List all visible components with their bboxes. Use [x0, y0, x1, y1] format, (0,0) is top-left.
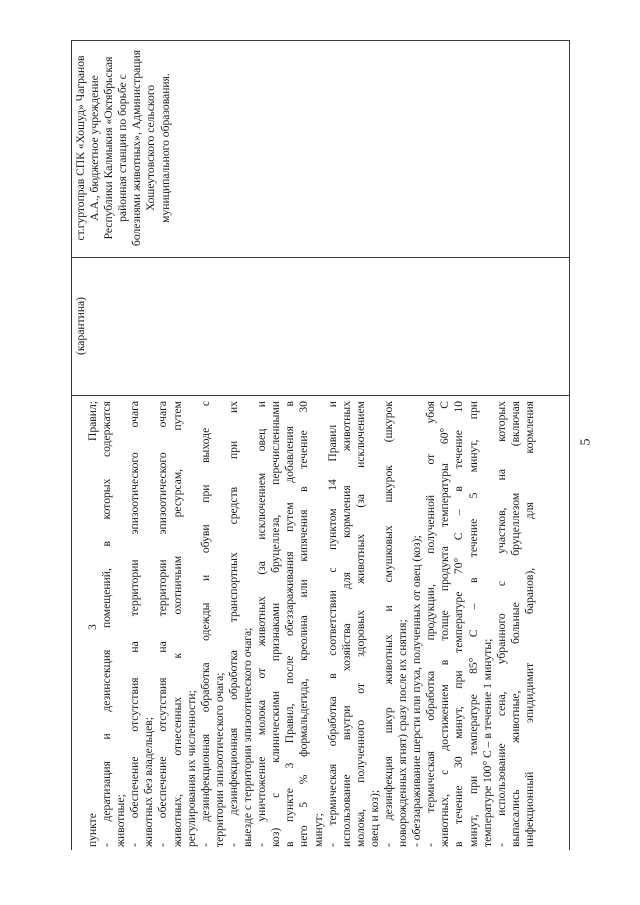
responsible-line: болезнями животных», Администрация	[130, 49, 144, 247]
measures-line: пункте 3 Правил;	[86, 401, 99, 847]
measures-cell	[86, 401, 537, 847]
responsible-cell	[74, 42, 173, 254]
measures-line: в течение 30 минут, при температуре 70° С – в течение 10	[452, 401, 466, 847]
period-cell	[74, 260, 88, 392]
measures-line: овец и коз);	[367, 789, 381, 847]
measures-line: выпасались животные, больные бруцеллезом (включая	[508, 401, 522, 847]
responsible-line: муниципального образования.	[158, 73, 172, 223]
measures-line: в пункте 3 Правил, после обеззараживания путем добавления в	[283, 401, 297, 847]
measures-line: - дезинфекционная обработка одежды и обуви при выходе с	[198, 401, 212, 847]
responsible-line: Хошеутовского сельского	[144, 84, 158, 212]
measures-line: регулирования их численности;	[184, 690, 198, 847]
measures-line: - использование сена, убранного с участков, на которых	[494, 401, 508, 847]
measures-line: инфекционный эпидидимит баранов), для кормления	[522, 401, 536, 847]
measures-line: животных, отнесенных к охотничьим ресурсам, путем	[170, 401, 184, 847]
measures-line: - дератизация и дезинсекция помещений, в которых содержатся	[100, 401, 114, 847]
period-text: (карантина)	[74, 296, 87, 356]
measures-line: животных, с достижением в толще продукта температуры 60° С	[438, 401, 452, 847]
responsible-line: районная станция по борьбе с	[116, 74, 130, 222]
measures-line: - термическая обработка продукции, полученной от убоя	[424, 401, 438, 847]
measures-line: - термическая обработка в соответствии с пунктом 14 Правил и	[325, 401, 339, 847]
measures-line: - обеспечение отсутствия на территории эпизоотического очага	[128, 401, 142, 847]
responsible-line: Республики Калмыкия «Октябрьская	[102, 56, 116, 240]
measures-line: выезде с территории эпизоотического очага;	[241, 627, 255, 847]
measures-line: - дезинфекционная обработка транспортных средств при их	[226, 401, 240, 847]
measures-line: животные;	[114, 794, 128, 847]
column-divider-1	[71, 257, 570, 258]
measures-line: - дезинфекция шкур животных и смушковых шкурок (шкурок	[381, 401, 395, 847]
measures-line: минут;	[311, 813, 325, 847]
measures-line: территории эпизоотического очага;	[212, 672, 226, 847]
measures-line: - уничтожение молока от животных (за исключением овец и	[255, 401, 269, 847]
measures-line: животных без владельцев;	[142, 717, 156, 847]
measures-line: коз) с клиническими признаками бруцеллеза, перечисленными	[269, 401, 283, 847]
table-border-left	[71, 40, 72, 850]
responsible-line: А.А., бюджетное учреждение	[88, 75, 102, 221]
page-number: 5	[578, 438, 594, 446]
measures-line: - обеспечение отсутствия на территории эпизоотического очага	[156, 401, 170, 847]
measures-line: - обеззараживание шерсти или пуха, полученных от овец (коз);	[410, 535, 424, 847]
measures-line: использование внутри хозяйства для кормления животных	[339, 401, 353, 847]
measures-line: молока, полученного от здоровых животных (за исключением	[353, 401, 367, 847]
table-border-top	[71, 40, 570, 41]
measures-line: него 5 % формальдегида, креолина или кипячения в течение 30	[297, 401, 311, 847]
measures-line: новорожденных ягнят) сразу после их снятия;	[396, 619, 410, 847]
table-border-right	[569, 40, 570, 850]
measures-line: температуре 100° С – в течение 1 минуты;	[480, 638, 494, 847]
column-divider-2	[71, 395, 570, 396]
measures-line: минут, при температуре 85° С – в течение 5 минут, при	[466, 401, 480, 847]
responsible-line: ст.гуртоправ СПК «Хошуд» Чагранов	[74, 55, 87, 241]
